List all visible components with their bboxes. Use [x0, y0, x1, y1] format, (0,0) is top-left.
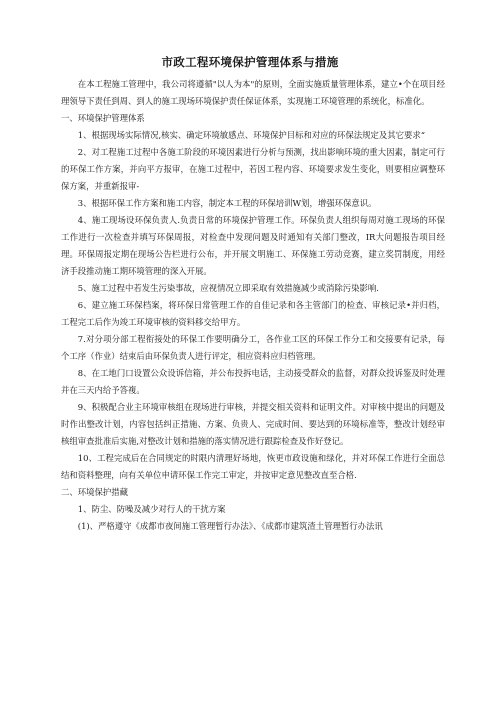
- list-item-3: 3、根据环保工作方案和施工内容，制定本工程的环保培训W划，增强环保意识。: [77, 198, 377, 208]
- intro-paragraph: 在本工程施工管理中，我公司将遵循"以人为本"的原则，全面实施质量管理体系，建立•个在项目经理领导下责任到周、到人的施工现场环境保护责任保证体系，实现施工环境管理的系统化，标准化。: [61, 79, 445, 106]
- list-item-9: 9、积极配合业主环境审核组在现场进行审核，并提交相关资料和证明文件。对审核中提出的问题及时作出整改计划，内容包括纠正措施、方案、负贵人、完成时间、要达到的环境标准等，整改计划经审核组审查批准后实施,对整改计划和措施的落实情况进行跟踪检查及作好登记。: [61, 402, 445, 446]
- list-item-7: 7.对分项分部工程衔接处的环保工作要明确分工，各作业工区的环保工作分工和交接要有记录，每个工序（作业）结束后由环保负责人进行评定，相应资料应归档管理。: [61, 334, 445, 361]
- sub-heading-dust-noise: 1、防尘、防噪及减少对行人的干扰方案: [77, 504, 226, 514]
- section-heading-management-system: 一、环境保护管理体系: [61, 113, 145, 123]
- list-item-10: 10、工程完成后在合同规定的时限内清理好场地，恢更市政设施和绿化，并对环保工作进行全面总结和资料整理，向有关单位申请环保工作完工审定，并按审定意见整改直至合格.: [61, 453, 445, 480]
- list-item-1: 1、根据现场实际情况,核实、确定环境敏感点、环境保护目标和对应的环保法规定及其它要求“: [77, 130, 426, 140]
- document-title: 市政工程环境保护管理体系与措施: [161, 55, 339, 69]
- section-heading-measures: 二、环境保护措藏: [61, 487, 128, 497]
- list-item-2: 2、对工程施工过程中各施工阶段的环境因素进行分析与预测，找出影响环境的重大因素，制定可行的环保工作方案，并向平方报审，在施工过程中，若因工程内容、环境要求发生变化，则要相应调整环保方案，并重新报审-: [61, 147, 445, 191]
- list-item-5: 5、施工过程中若发生污染事故，应视情况立即采取有效措施减少或消除污染影响.: [77, 283, 379, 293]
- list-item-6: 6、建立施工环保档案，将环保日常管理工作的自佳记录和各主管部门的检查、审核记录•并归档，工程完工后作为竣工环境审核的资料移交给甲方。: [61, 300, 445, 327]
- document-body: [61, 76, 445, 535]
- list-item-4: 4、施工现场设环保负责人.负责日常的环境保护管理工作。环保负责人组织每周对施工现场的环保工作进行一次检查并填写环保周报，对检查中发现问题及时通知有关部门整改，IR大问题报告项目经理。环保周报定期在现场公告栏进行公布，并开展文明施工、环保施工劳动竞赛，建立奖罚制度，用经济手段推动施工期环境管理的深入开展。: [61, 215, 445, 276]
- sub-item-1: (1)、严格遵守《成都市夜间施工管理暂行办法》、《成都市建筑渣土管理暂行办法讯: [77, 521, 383, 531]
- list-item-8: 8、在工地门口设置公众设诉信箱，并公布投拆电话，主动接受群众的监督，对群众投诉鉴及时处理并在三天内给予答複。: [61, 368, 445, 395]
